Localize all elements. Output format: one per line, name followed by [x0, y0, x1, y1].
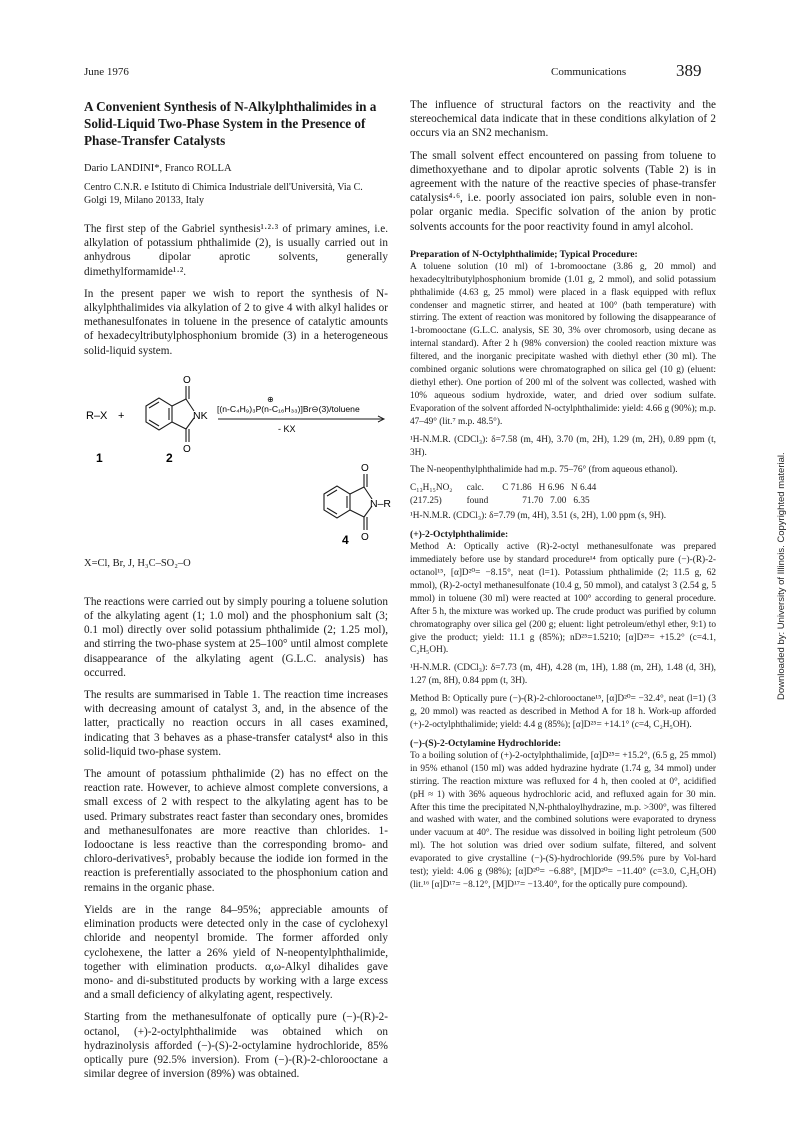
aim-paragraph: In the present paper we wish to report the synthesis of N-alkylphthalimides via alkylation of 2 to give 4 with alkyl halides or methanesulfonates in toluene in the presence of catalytic amounts of hexadecyltributylphosphonium bromide (3) in a heterogeneous solid-liquid system. [84, 287, 388, 357]
phosphonium-charge: ⊕ [267, 394, 274, 404]
right-column [410, 98, 716, 897]
octylamine-procedure: To a boiling solution of (+)-2-octylphthalimide, [α]D²⁵= +15.2°, (6.5 g, 25 mmol) in 95% ethanol (150 ml) was added hydrazine hydrate (1.74 g, 34 mmol) under stirring. The reaction mixture was refluxed for 4 h, then cooled at 0°, acidified (pH ≈ 1) with 36% aqueous hydrochloric acid, and refluxed again for 30 min. After this time the precipitated N,N-phthaloylhydrazine, m.p. >300°, was filtered and washed with water, and the combined solutions were evaporated to dryness under vacuum at 40°. The residue was dissolved in boiling light petroleum (500 ml). The hot solution was dried over sodium sulfate, filtered, and solvent evaporated to give crystalline (−)-(S)-hydrochloride (99.5% pure by Vol-hard test); yield: 4.06 g (98%); [α]D²⁰= −6.88°, [M]D²⁰= −11.40° (c=3.0, C₂H₅OH) (lit.¹⁶ [α]D¹⁷= −8.12°, [M]D¹⁷= −13.40°, for the optically pure compound). [410, 750, 716, 890]
catalyst-reagent: [(n-C₄H₉)₃P(n-C₁₆H₃₃)]Br⊖(3)/toluene [217, 403, 360, 414]
analysis-found-values: 71.70 7.00 6.35 [522, 495, 590, 506]
influence-paragraph: The influence of structural factors on the reactivity and the stereochemical data indicate that in these conditions alkylation of 2 occurs via an SN2 mechanism. [410, 99, 716, 140]
nmr-octyl: ¹H-N.M.R. (CDCl₃): δ=7.58 (m, 4H), 3.70 (m, 2H), 1.29 (m, 2H), 0.89 ppm (t, 3H). [410, 434, 716, 458]
left-column [84, 98, 392, 1089]
page-number: 389 [676, 61, 702, 80]
solvent-paragraph: The small solvent effect encountered on passing from toluene to dimethoxyethane and to dipolar aprotic solvents (Table 2) is in agreement with the nature of the reactive species of phase-transfer catalysis⁴·⁶, i.e. poorly associated ion pairs, soluble even in non-polar organic media. Specific solvation of the anion by protic solvents accounts for the poor reactivity found in amyl alcohol. [410, 149, 716, 233]
method-a: Method A: Optically active (R)-2-octyl methanesulfonate was prepared immediately before use by standard procedure¹⁴ from optically pure (−)-(R)-2-octanol¹⁵, [α]D²⁰= −8.15°, neat (l=1). Potassium phthalimide (2; 11.5 g, 62 mmol), (R)-2-octyl methanesulfonate (10.4 g, 50 mmol), and catalyst 3 (2.54 g, 5 mmol) in toluene (30 ml) were reacted at 100° according to general procedure. After 5 h, the mixture was worked up. The crude product was purified by column chromatography over silica gel (200 g; eluent: light petroleum/ethyl ether, 9:1) to give the product; yield: 11.1 g (85%); nD²⁵=1.5210; [α]D²⁵= +15.2° (c=4.1, C₂H₅OH). [410, 542, 716, 656]
scheme-nr: N–R [370, 497, 392, 510]
header-date: June 1976 [84, 66, 129, 78]
article-title: A Convenient Synthesis of N-Alkylphthalimides in a Solid-Liquid Two-Phase System in the Presence of Phase-Transfer Catalysts [84, 99, 377, 148]
nmr-octylphthalimide: ¹H-N.M.R. (CDCl₃): δ=7.73 (m, 4H), 4.28 (m, 1H), 1.88 (m, 2H), 1.48 (d, 3H), 1.27 (m, 8H), 0.84 ppm (t, 3H). [410, 663, 716, 687]
reaction-arrow [218, 416, 384, 422]
stereochem-paragraph: Starting from the methanesulfonate of optically pure (−)-(R)-2-octanol, (+)-2-octylphthalimide was obtained which on hydrazinolysis afforded (−)-(S)-2-octylamine hydrochloride, 85% optically pure (92.5% inversion). From (−)-(R)-2-chlorooctane a similar degree of inversion (89%) was obtained. [84, 1011, 388, 1081]
scheme-oxygen-bottom: O [183, 443, 191, 455]
section-heading-octylphthalimide: (+)-2-Octylphthalimide: [410, 529, 509, 541]
leaving-groups: X=Cl, Br, J, H₃C–SO₂–O [84, 557, 191, 569]
article-affiliation: Centro C.N.R. e Istituto di Chimica Industriale dell'Università, Via C. Golgi 19, Milano 20133, Italy [84, 182, 363, 206]
analysis-calc-label: calc. [466, 483, 484, 494]
scheme-nk: NK [193, 409, 208, 422]
article-authors: Dario LANDINI*, Franco ROLLA [84, 163, 232, 174]
scheme-plus: + [118, 409, 125, 422]
procedure-paragraph: The reactions were carried out by simply pouring a toluene solution of the alkylating agent (1; 1.0 mol) and the phosphonium salt (3; 0.1 mol) directly over solid potassium phthalimide (2; 1.25 mol), and stirring the two-phase system at 25–100° until almost complete disappearance of the alkylating agent (G.L.C. analysis) has occurred. [84, 595, 388, 679]
analysis-found-label: found [466, 495, 489, 506]
product-oxygen-top: O [361, 462, 369, 474]
analysis-formula: C₁₃H₁₅NO₂ [410, 483, 453, 494]
preparation-procedure: A toluene solution (10 ml) of 1-bromooctane (3.86 g, 20 mmol) and hexadecyltributylphosphonium bromide (1.01 g, 2 mmol), and solid potassium phthalimide (4.63 g, 25 mmol) were placed in a flask equipped with reflux condenser and magnetic stirrer, and heated at 100° (bath temperature) with stirring. The extent of reaction was monitored by following the disappearance of 1-bromooctane (G.L.C. analysis, SE 30, 3% over chromosorb, using decane as internal standard). After 2 h (98% conversion) the cooled reaction mixture was filtered, and the inorganic precipitate washed with diethyl ether (30 ml). The combined organic solutions were chromatographed on silica gel (10 g) (eluent: diethyl ether). One portion of 200 ml of the solvent was collected, washed with 10% aqueous sodium hydroxide, water, and dried over sodium sulfate. Evaporation of the solvent afforded N-octylphthalimide: yield: 4.66 g (90%); m.p. 47–49° (lit.⁷ m.p. 48.5°). [410, 261, 716, 427]
compound-label-2: 2 [166, 450, 173, 465]
results-paragraph: The results are summarised in Table 1. The reaction time increases with decreasing amount of catalyst 3, and, in the absence of the latter, practically no reaction occurs in all cases examined, indicating that 3 behaves as a phase-transfer catalyst⁴ also in this solid-liquid two-phase system. [84, 689, 388, 758]
compound-label-1: 1 [96, 450, 103, 465]
nmr-neopentyl: ¹H-N.M.R. (CDCl₃): δ=7.79 (m, 4H), 3.51 (s, 2H), 1.00 ppm (s, 9H). [410, 511, 667, 522]
section-heading-octylamine: (−)-(S)-2-Octylamine Hydrochloride: [410, 737, 562, 749]
scheme-reactant: R–X [86, 409, 108, 422]
download-watermark: Downloaded by: University of Illinois. Copyrighted material. [776, 452, 787, 700]
compound-label-4: 4 [342, 532, 349, 547]
phthalimide-structure [146, 386, 194, 442]
reaction-scheme [84, 366, 392, 556]
elemental-analysis [410, 482, 610, 507]
neopentyl-mp: The N-neopenthylphthalimide had m.p. 75–76° (from aqueous ethanol). [410, 465, 678, 476]
scheme-byproduct: - KX [278, 423, 296, 434]
scheme-oxygen-top: O [183, 374, 191, 386]
header-journal: Communications [551, 66, 627, 78]
analysis-calc-values: C 71.86 H 6.96 N 6.44 [502, 483, 597, 494]
method-b: Method B: Optically pure (−)-(R)-2-chlorooctane¹⁵, [α]D²⁰= −32.4°, neat (l=1) (3 g, 20 mmol) was reacted as described in Method A for 18 h. Work-up afforded (+)-2-octylphthalimide; yield: 4.4 g (85%); [α]D²⁵= +14.1° (c=4, C₂H₅OH). [410, 694, 716, 731]
yields-paragraph: Yields are in the range 84–95%; appreciable amounts of elimination products were detected only in the case of cyclohexyl chloride and neopentyl bromide. The former afforded only cyclohexene, the latter a 26% yield of N-neopentylphthalimide, together with elimination products. α,ω-Alkyl dihalides gave mono- and di-substituted products by working with a large excess and a small deficiency of alkylating agent, respectively. [84, 903, 388, 1002]
product-oxygen-bottom: O [361, 531, 369, 543]
amount-paragraph: The amount of potassium phthalimide (2) has no effect on the reaction rate. However, to achieve almost complete conversions, a small excess of 2 with respect to the alkylating agent has to be used. Primary substrates react faster than secondary ones, bromides and methanesulfonates are more reactive than chlorides. 1-Iodooctane is less reactive than the corresponding bromo- and chloro-derivatives⁵, probably because the iodide ion formed in the reaction is preferentially associated to the phosphonium cation and remains in the organic phase. [84, 768, 388, 894]
analysis-mw: (217.25) [410, 495, 442, 506]
product-structure [324, 474, 372, 530]
intro-paragraph: The first step of the Gabriel synthesis¹·²·³ of primary amines, i.e. alkylation of potassium phthalimide (2), is usually carried out in anhydrous dipolar aprotic solvents, generally dimethylformamide¹·². [84, 223, 388, 278]
section-heading-preparation: Preparation of N-Octylphthalimide; Typical Procedure: [410, 248, 638, 260]
